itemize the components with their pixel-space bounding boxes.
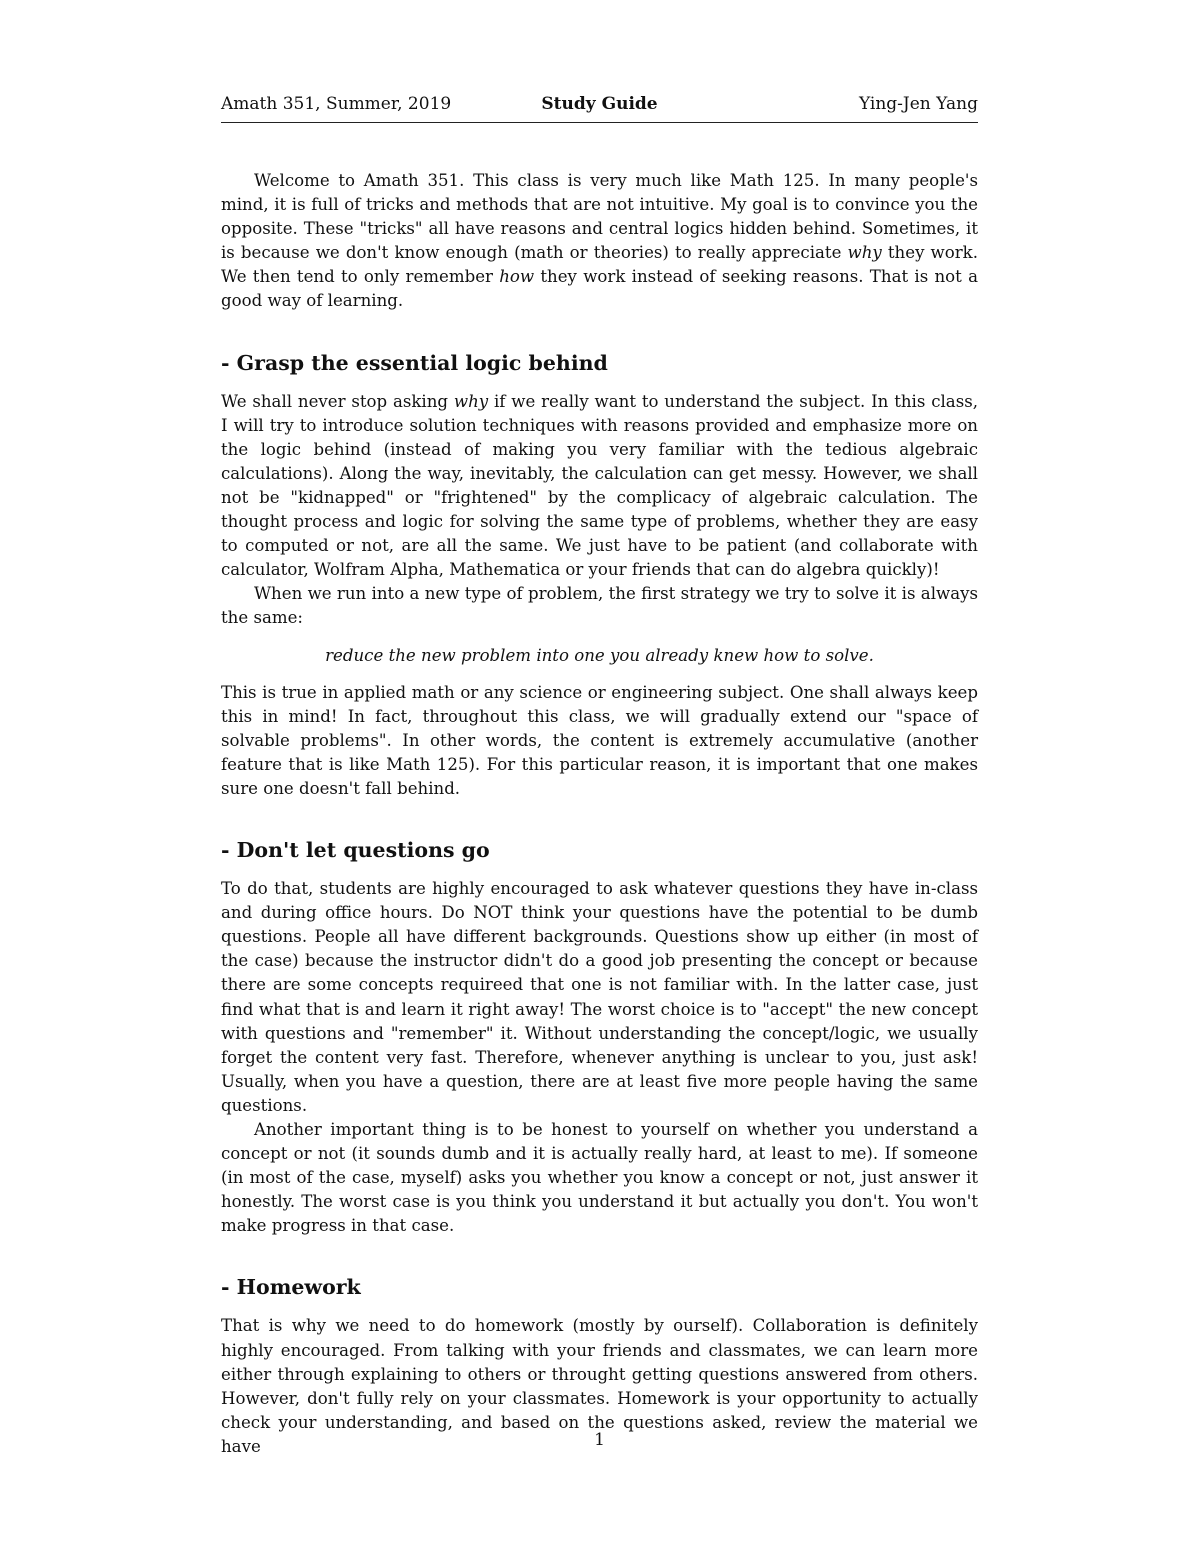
header-course: Amath 351, Summer, 2019 xyxy=(221,94,452,114)
intro-paragraph: Welcome to Amath 351. This class is very much like Math 125. In many people's mind, it is full of tricks and methods that are not intuitive. My goal is to convince you the opposite. These "tricks" all have reasons and central logics hidden behind. Sometimes, it is because we don't know enough (math or theories) to really appreciate why they work. We then tend to only remember how they work instead of seeking reasons. That is not a good way of learning. xyxy=(221,171,979,311)
section2-paragraph-1: To do that, students are highly encouraged to ask whatever questions they have in-class and during office hours. Do NOT think your questions have the potential to be dumb questions. People all have different backgrounds. Questions show up either (in most of the case) because the instructor didn't do a good job presenting the concept or because there are some concepts requireed that one is not familiar with. In the latter case, just find what that is and learn it right away! The worst choice is to "accept" the new concept with questions and "remember" it. Without understanding the concept/logic, we usually forget the content very fast. Therefore, whenever anything is unclear to you, just ask! Usually, when you have a question, there are at least five more people having the same questions. xyxy=(221,879,978,1115)
header-author: Ying-Jen Yang xyxy=(858,94,978,114)
document-body xyxy=(221,169,978,1459)
section1-paragraph-3: This is true in applied math or any science or engineering subject. One shall always keep this in mind! In fact, throughout this class, we will gradually extend our "space of solvable problems". In other words, the content is extremely accumulative (another feature that is like Math 125). For this particular reason, it is important that one makes sure one doesn't fall behind. xyxy=(221,682,978,798)
section-heading-logic: - Grasp the essential logic behind xyxy=(221,350,608,375)
section1-paragraph-1: We shall never stop asking why if we really want to understand the subject. In this class, I will try to introduce solution techniques with reasons provided and emphasize more on the logic behind (instead of making you very familiar with the tedious algebraic calculations). Along the way, inevitably, the calculation can get messy. However, we shall not be "kidnapped" or "frightened" by the complicacy of algebraic calculation. The thought process and logic for solving the same type of problems, whether they are easy to computed or not, are all the same. We just have to be patient (and collaborate with calculator, Wolfram Alpha, Mathematica or your friends that can do algebra quickly)! xyxy=(221,391,978,580)
section3-paragraph-1: That is why we need to do homework (mostly by ourself). Collaboration is definitely highly encouraged. From talking with your friends and classmates, we can learn more either through explaining to others or throught getting questions answered from others. However, don't fully rely on your classmates. Homework is your opportunity to actually check your understanding, and based on the questions asked, review the material we have xyxy=(221,1316,978,1456)
section2-paragraph-2: Another important thing is to be honest to yourself on whether you understand a concept or not (it sounds dumb and it is actually really hard, at least to me). If someone (in most of the case, myself) asks you whether you know a concept or not, just answer it honestly. The worst case is you think you understand it but actually you don't. You won't make progress in that case. xyxy=(221,1120,978,1236)
emphasis-why: why xyxy=(847,243,882,263)
running-header xyxy=(221,94,978,123)
section-heading-homework: - Homework xyxy=(221,1275,361,1300)
emphasis-why: why xyxy=(453,391,489,411)
document-page xyxy=(221,0,978,1553)
page-number: 1 xyxy=(594,1430,605,1450)
emphasis-how: how xyxy=(499,267,535,287)
section-heading-questions: - Don't let questions go xyxy=(221,838,490,863)
section1-paragraph-2: When we run into a new type of problem, the first strategy we try to solve it is always the same: xyxy=(221,584,978,628)
header-title: Study Guide xyxy=(541,94,658,114)
key-strategy-quote: reduce the new problem into one you already knew how to solve. xyxy=(325,645,874,665)
